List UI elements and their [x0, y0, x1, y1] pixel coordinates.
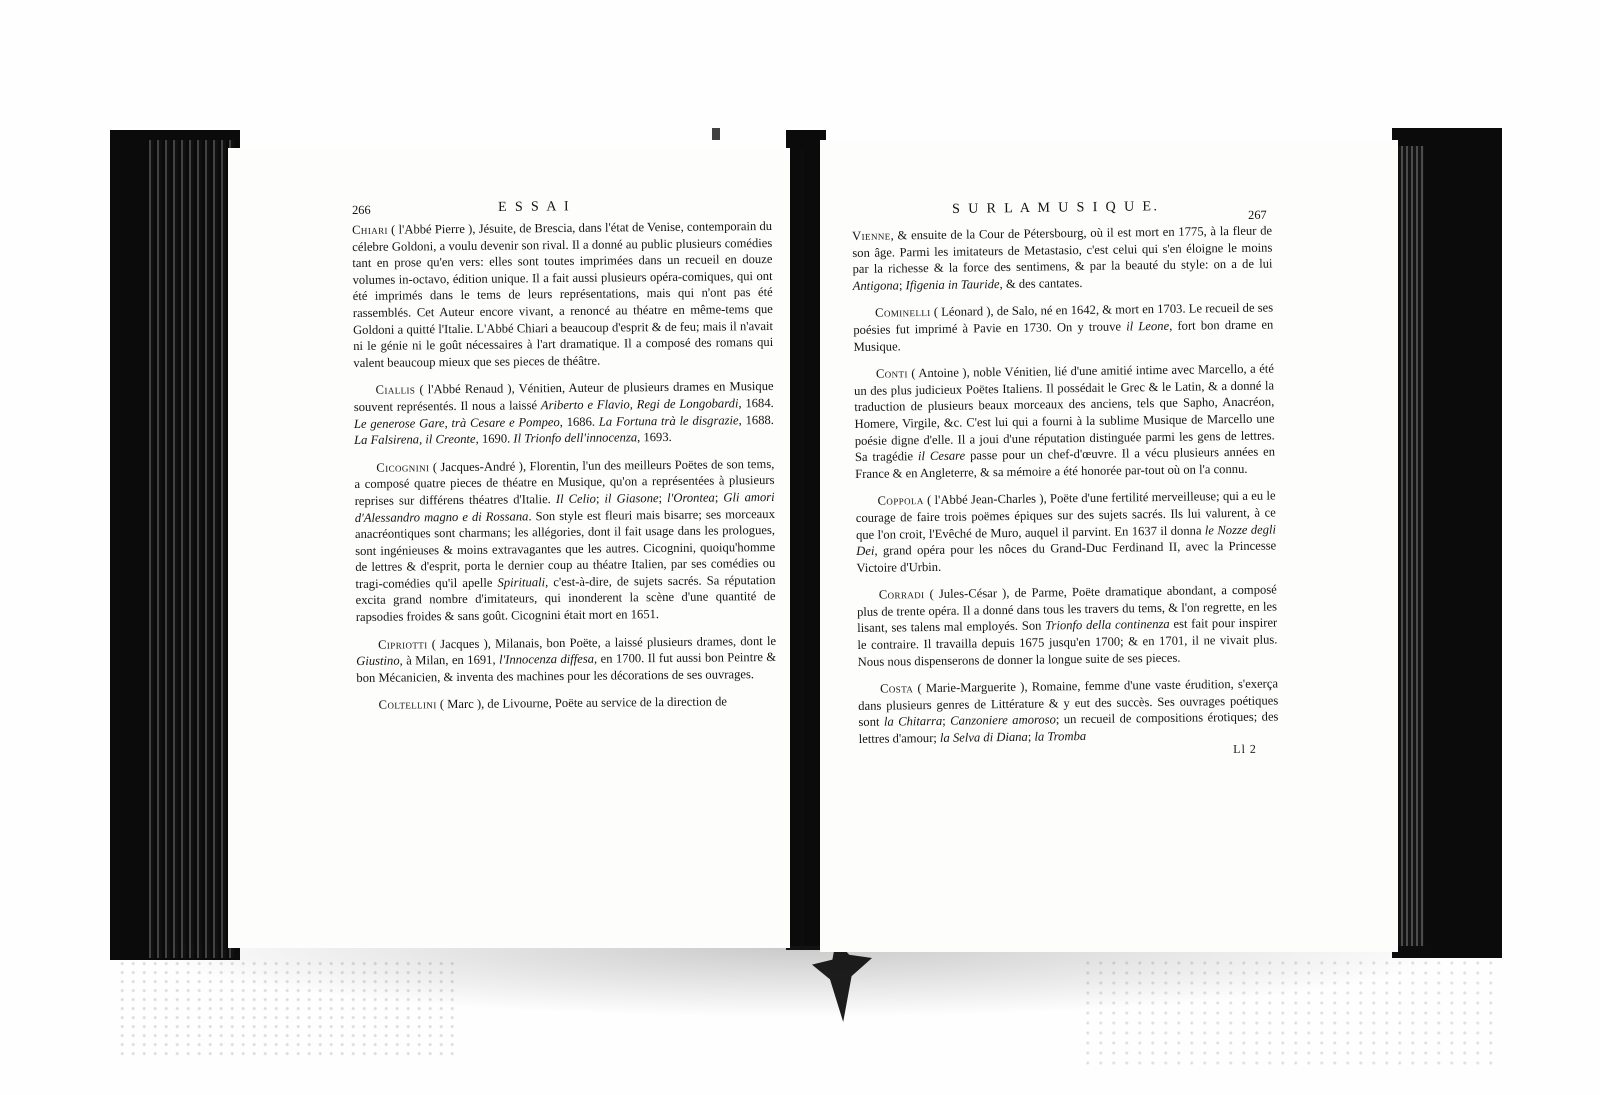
- left-page-text-column: [352, 218, 777, 725]
- entry-cipriotti: Cipriotti ( Jacques ), Milanais, bon Poëte, a laissé plusieurs drames, dont le Giustino, à Milan, en 1691, l'Innocenza diffesa, en 1700. Il fut aussi bon Peintre & bon Mécanicien, & inventa des machines pour les décorations de ses ouvrages.: [356, 633, 777, 685]
- right-page-running-head: S U R L A M U S I Q U E.: [952, 199, 1160, 217]
- entry-coltellini-continued: Vienne, & ensuite de la Cour de Pétersbourg, où il est mort en 1775, à la fleur de son âge. Parmi les imitateurs de Metastasio, c'est celui qui s'en éloigne le moins par la richesse & la force des sentimens, & par la beauté du style: on a de lui Antigona; Ifigenia in Tauride, & des cantates.: [852, 223, 1273, 293]
- entry-ciallis: Ciallis ( l'Abbé Renaud ), Vénitien, Auteur de plusieurs drames en Musique souvent représentés. Il nous a laissé Ariberto e Flavio, Regi de Longobardi, 1684. Le generose Gare, trà Cesare e Pompeo, 1686. La Fortuna trà le disgrazie, 1688. La Falsirena, il Creonte, 1690. Il Trionfo dell'innocenza, 1693.: [353, 379, 774, 448]
- entry-coppola: Coppola ( l'Abbé Jean-Charles ), Poëte d'une fertilité merveilleuse; qui a eu le courage de faire trois poëmes épiques sur des sujets sacrés. Ils lui valurent, à ce que l'on croit, l'Evêché de Muro, auquel il parvint. En 1637 il donna le Nozze degli Dei, grand opéra pour les nôces du Grand-Duc Ferdinand II, avec la Princesse Victoire d'Urbin.: [855, 488, 1277, 575]
- entry-cicognini: Cicognini ( Jacques-André ), Florentin, l'un des meilleurs Poëtes de son tems, a composé quatre pieces de théatre en Musique, qu'on a représentées à plusieurs reprises sur différens théatres d'Italie. Il Celio; il Giasone; l'Orontea; Gli amori d'Alessandro magno e di Rossana. Son style est fleuri mais bisarre; ses morceaux anacréontiques sont charmans; les allégories, dont il fait usage dans les prologues, sont ingénieuses & moins extravagantes que les autres. Cicognini, quoiqu'homme de lettres & d'esprit, porta le dernier coup au théatre Italien, par ses comédies ou tragi-comédies qu'il apelle Spirituali, c'est-à-dire, de sujets sacrés. Sa réputation excita grand nombre d'imitateurs, qui inonderent la scène d'une quantité de rapsodies froides & sans goût. Cicognini était mort en 1651.: [354, 456, 776, 625]
- left-page-folio: 266: [352, 202, 371, 217]
- signature-mark: Ll 2: [1233, 741, 1257, 757]
- gutter-mark-top: [712, 128, 720, 140]
- right-page-text-column: [852, 223, 1279, 759]
- entry-costa: Costa ( Marie-Marguerite ), Romaine, femme d'une vaste érudition, s'exerça dans plusieurs genres de Littérature & y eut des succès. Ses ouvrages poétiques sont la Chitarra; Canzoniere amoroso; un recueil de compositions érotiques; des lettres d'amour; la Selva di Diana; la Tromba: [858, 676, 1279, 746]
- gutter-line: [800, 150, 804, 950]
- entry-conti: Conti ( Antoine ), noble Vénitien, lié d'une amitié intime avec Marcello, a été un des plus judicieux Poëtes Italiens. Il possédait le Grec & le Latin, & a donné la traduction de plusieurs beaux morceaux des anciens, tels que Sapho, Anacréon, Homere, Virgile, &c. C'est lui qui a fourni à la sublime Musique de Marcello une poésie digne d'elle. Il a joui d'une réputation distinguée parmi les gens de lettres. Sa tragédie il Cesare passe pour un chef-d'œuvre. Il a vécu plusieurs années en France & en Angleterre, & sa mémoire a été honorée par-tout où on l'a connu.: [854, 361, 1276, 481]
- entry-cominelli: Cominelli ( Léonard ), de Salo, né en 1642, & mort en 1703. Le recueil de ses poésies fut imprimé à Pavie en 1730. On y trouve il Leone, fort bon drame en Musique.: [853, 300, 1274, 354]
- entry-chiari: Chiari ( l'Abbé Pierre ), Jésuite, de Brescia, dans l'état de Venise, contemporain du célebre Goldoni, a voulu devenir son rival. Il a donné au public plusieurs comédies tant en prose qu'en vers: elles sont toutes imprimées dans un recueil en douze volumes in-octavo, édition unique. Il a fait aussi plusieurs opéra-comiques, qui ont été imprimés dans le tems de leurs représentations, mais qui n'ont pas été rassemblés. Cet Auteur encore vivant, a renoncé au théatre en même-tems que Goldoni a quitté l'Italie. L'Abbé Chiari a beaucoup d'esprit & de feu; mais il n'avait ni le génie ni le goût nécessaires à l'art dramatique. Il a composé des romans qui valent beaucoup mieux que ses pieces de théâtre.: [352, 218, 774, 370]
- scan-speckle-right: [1080, 960, 1500, 1070]
- scan-speckle-left: [120, 960, 460, 1060]
- entry-corradi: Corradi ( Jules-César ), de Parme, Poëte dramatique abondant, a composé plus de trente opéra. Il a donné dans tous les travers du tems, & l'on regrette, en les lisant, ses talens mal employés. Son Trionfo della continenza est fait pour inspirer le contraire. Il travailla depuis 1675 jusqu'en 1700; & en 1701, il ne vivait plus. Nous nous dispenserons de donner la longue suite de ses pieces.: [856, 582, 1278, 669]
- page-block-striping-left: [146, 140, 234, 958]
- entry-coltellini: Coltellini ( Marc ), de Livourne, Poëte au service de la direction de: [378, 694, 727, 713]
- left-page-running-head: E S S A I: [498, 199, 572, 215]
- right-page-folio: 267: [1248, 207, 1267, 222]
